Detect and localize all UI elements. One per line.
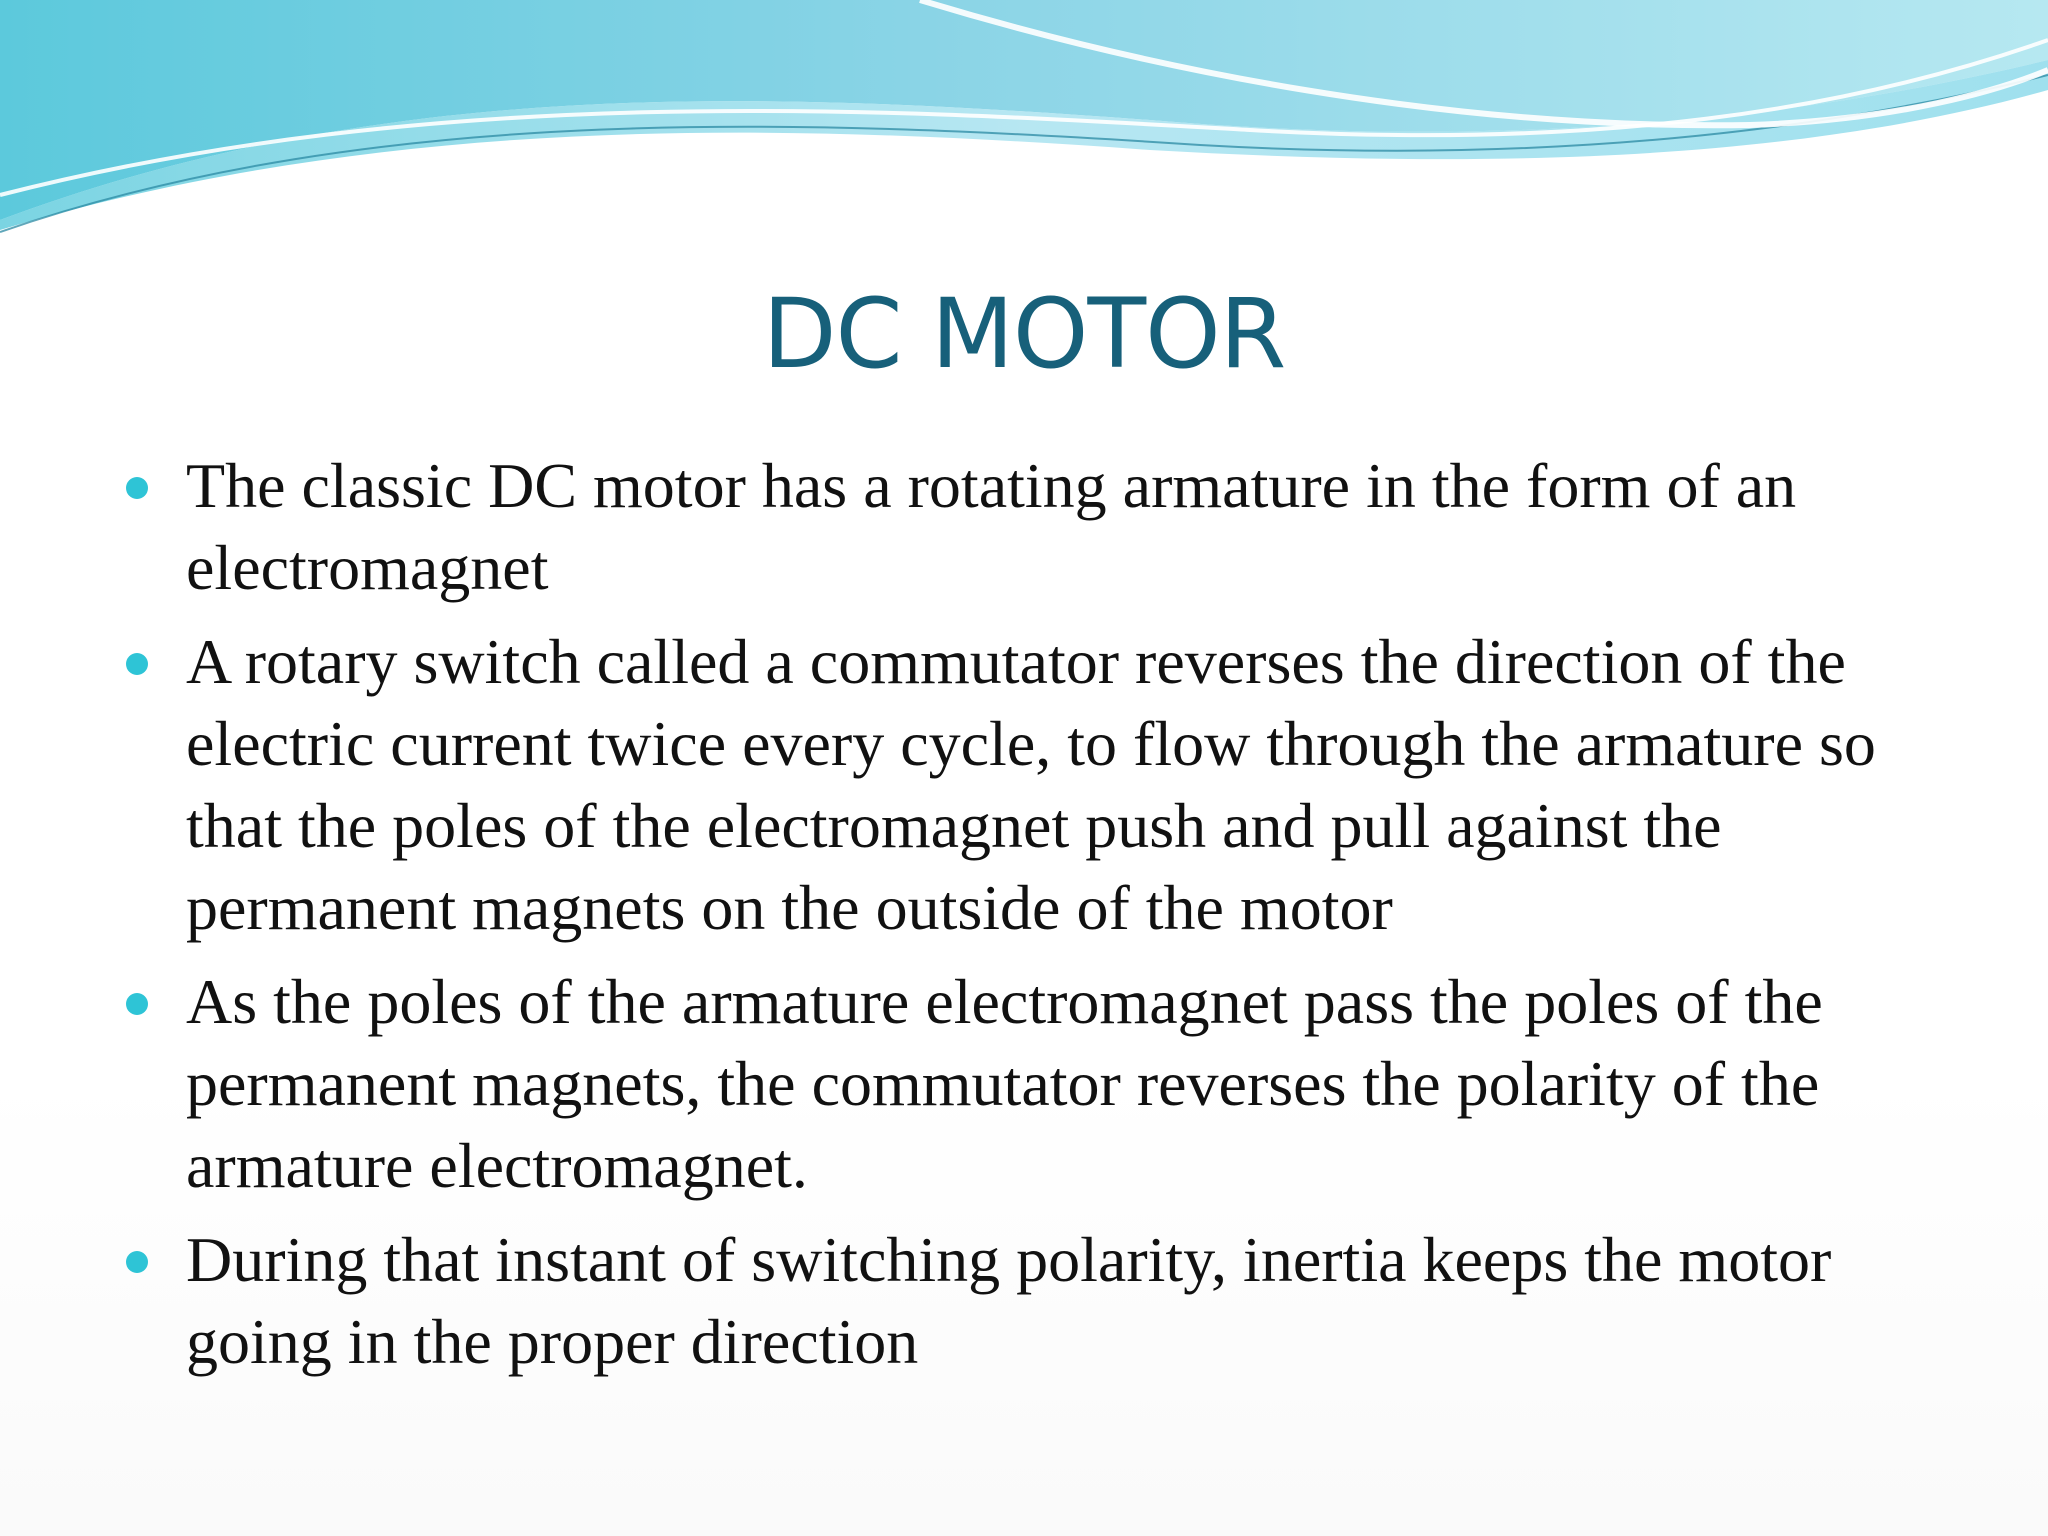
bullet-text: During that instant of switching polarity, inertia keeps the motor going in the proper direction (186, 1224, 1832, 1377)
bullet-item (126, 621, 1956, 949)
wave-decoration (0, 0, 2048, 240)
bullet-item (126, 961, 1956, 1207)
bullet-item (126, 1219, 1956, 1383)
bullet-text: The classic DC motor has a rotating armature in the form of an electromagnet (186, 450, 1797, 603)
bullet-dot-icon (126, 1251, 148, 1273)
bullet-item (126, 445, 1956, 609)
slide-title: DC MOTOR (762, 278, 1286, 390)
bullet-text: As the poles of the armature electromagnet pass the poles of the permanent magnets, the commutator reverses the polarity of the armature electromagnet. (186, 966, 1823, 1201)
bullet-list (126, 445, 1956, 1395)
bullet-dot-icon (126, 993, 148, 1015)
bullet-dot-icon (126, 477, 148, 499)
bullet-text: A rotary switch called a commutator reverses the direction of the electric current twice every cycle, to flow through the armature so that the poles of the electromagnet push and pull against the permanent magnets on the outside of the motor (186, 626, 1876, 943)
bullet-dot-icon (126, 653, 148, 675)
